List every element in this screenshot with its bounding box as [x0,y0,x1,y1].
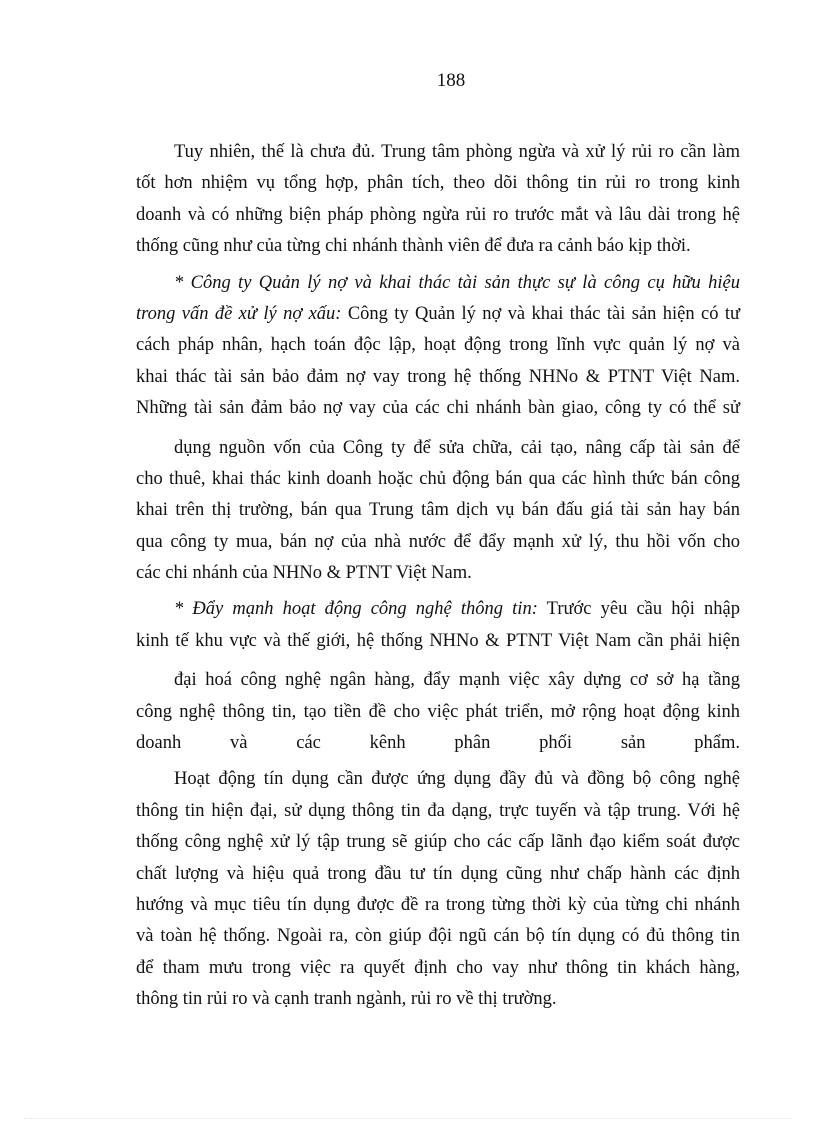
text-line: doanh và các kênh phân phối sản phẩm. [136,733,740,754]
text-line: thông tin rủi ro và cạnh tranh ngành, rủi ro về thị trường. [136,989,557,1010]
page-bottom-divider [24,1118,792,1119]
text-line: cách pháp nhân, hạch toán độc lập, hoạt động trong lĩnh vực quản lý nợ và [136,335,740,356]
text-line: khai trên thị trường, bán qua Trung tâm dịch vụ bán đấu giá tài sản hay bán [136,500,740,521]
italic-heading: * Công ty Quản lý nợ và khai thác tài sản thực sự là công cụ hữu hiệu [174,272,740,293]
text-line: Những tài sản đảm bảo nợ vay của các chi nhánh bàn giao, công ty có thể sử [136,398,740,419]
page-number: 188 [436,70,466,91]
text-line [136,299,740,330]
italic-heading: trong vấn đề xử lý nợ xấu: [136,303,342,324]
paragraph [136,665,740,759]
paragraph [136,764,740,1015]
paragraph [136,594,740,657]
text-line: chất lượng và hiệu quả trong đầu tư tín dụng cũng như chấp hành các định [136,863,740,884]
text-line: doanh và có những biện pháp phòng ngừa rủi ro trước mắt và lâu dài trong hệ [136,204,740,225]
text-line: khai thác tài sản bảo đảm nợ vay trong hệ thống NHNo & PTNT Việt Nam. [136,366,740,387]
text-line: Tuy nhiên, thế là chưa đủ. Trung tâm phòng ngừa và xử lý rủi ro cần làm [174,142,740,162]
text-line: thông tin hiện đại, sử dụng thông tin đa dạng, trực tuyến và tập trung. Với hệ [136,800,740,821]
text-line: công nghệ thông tin, tạo tiền đề cho việc phát triển, mở rộng hoạt động kinh [136,701,740,722]
text-line: thống công nghệ xử lý tập trung sẽ giúp cho các cấp lãnh đạo kiểm soát được [136,832,740,853]
text-line: để tham mưu trong việc ra quyết định cho vay như thông tin khách hàng, [136,957,740,978]
text-line: đại hoá công nghệ ngân hàng, đẩy mạnh việc xây dựng cơ sở hạ tầng [174,670,740,691]
text-line: và toàn hệ thống. Ngoài ra, còn giúp đội ngũ cán bộ tín dụng có đủ thông tin [136,926,740,947]
text-line: các chi nhánh của NHNo & PTNT Việt Nam. [136,563,472,584]
text-line [136,594,740,625]
text-line: qua công ty mua, bán nợ của nhà nước để đẩy mạnh xử lý, thu hồi vốn cho [136,531,740,552]
paragraph [136,433,740,590]
paragraph [136,268,740,425]
text-line: hướng và mục tiêu tín dụng được đề ra trong từng thời kỳ của từng chi nhánh [136,894,740,915]
document-body [136,137,740,1016]
text-run: Công ty Quản lý nợ và khai thác tài sản hiện có tư [341,303,740,324]
text-line: thống cũng như của từng chi nhánh thành viên để đưa ra cảnh báo kịp thời. [136,236,691,257]
paragraph [136,137,740,263]
text-line: Hoạt động tín dụng cần được ứng dụng đầy đủ và đồng bộ công nghệ [174,769,740,790]
text-line: kinh tế khu vực và thế giới, hệ thống NHNo & PTNT Việt Nam cần phải hiện [136,630,740,651]
text-line: dụng nguồn vốn của Công ty để sửa chữa, cải tạo, nâng cấp tài sản để [174,437,740,458]
text-line: tốt hơn nhiệm vụ tổng hợp, phân tích, theo dõi thông tin rủi ro trong kinh [136,173,740,194]
italic-heading: * Đẩy mạnh hoạt động công nghệ thông tin: [174,599,538,620]
text-line [136,268,740,299]
text-run: Trước yêu cầu hội nhập [537,599,741,620]
text-line: cho thuê, khai thác kinh doanh hoặc chủ động bán qua các hình thức bán công [136,468,740,489]
